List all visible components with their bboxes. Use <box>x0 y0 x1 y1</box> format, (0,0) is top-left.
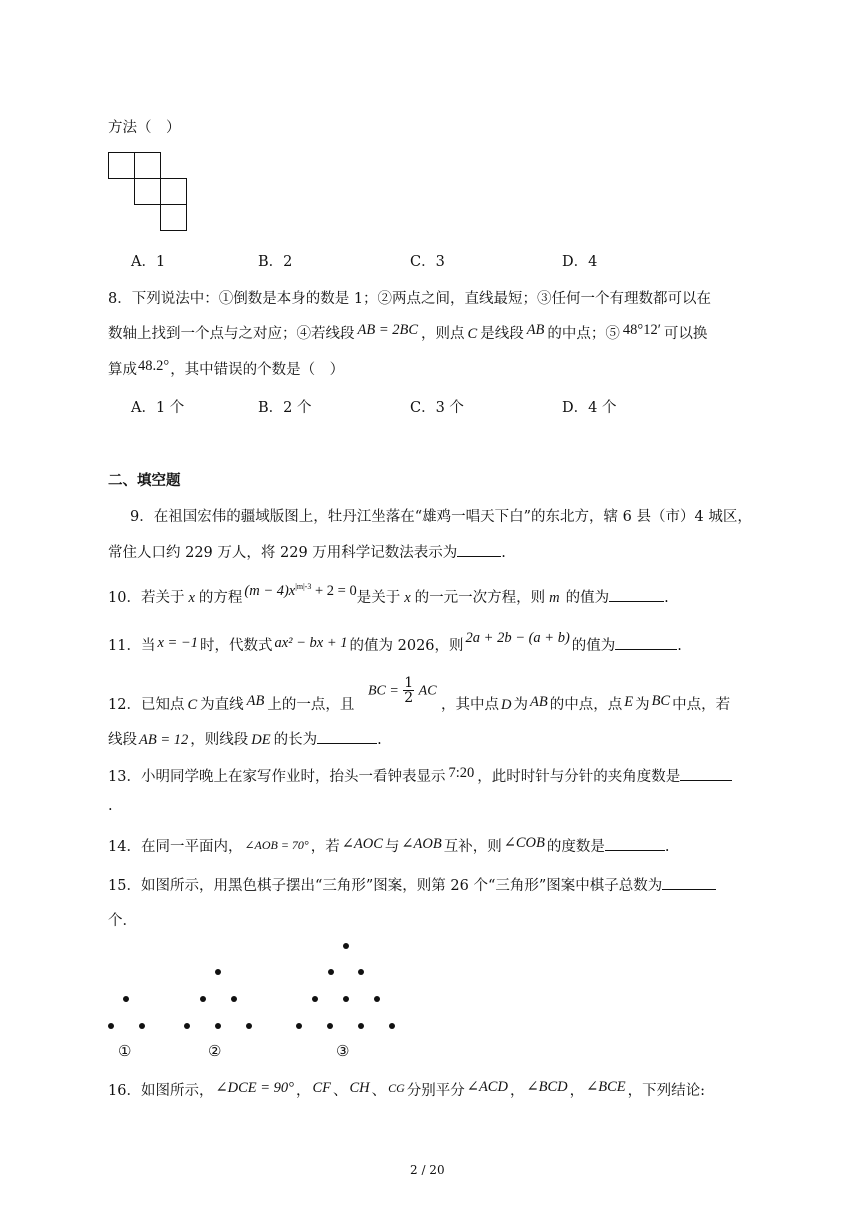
q16-text: 、 <box>332 1083 348 1099</box>
q9-text: 常住人口约 229 万人，将 229 万用科学记数法表示为 <box>108 545 458 561</box>
q12-math-bc-2: BC <box>651 693 671 709</box>
figure-label-2: ② <box>208 1042 222 1060</box>
q9-line-1: 9．在祖国宏伟的疆域版图上，牡丹江坐落在“雄鸡一唱天下白”的东北方，辖 6 县（市）4 城区， <box>130 509 752 525</box>
chess-piece-dot <box>374 996 380 1002</box>
q7-option-d[interactable]: D．4 <box>562 254 598 270</box>
chess-piece-dot <box>123 996 129 1002</box>
q8-math-c: C <box>467 326 478 342</box>
q15-line-2: 个． <box>108 913 137 929</box>
q12-line-1 <box>108 693 354 714</box>
q10-text: 是关于 <box>356 590 401 606</box>
q12-math-ab-12: AB = 12 <box>139 732 189 748</box>
q12-text: 上的一点，且 <box>267 697 355 713</box>
q10-text: 10．若关于 <box>108 590 185 606</box>
q10-exponent: |m|-3 <box>295 582 312 592</box>
q14-math-aob: ∠AOB <box>401 836 442 852</box>
q14-math-cob: ∠COB <box>503 835 545 851</box>
chess-piece-dot <box>246 1023 252 1029</box>
q7-tail: 方法（ ） <box>108 120 181 136</box>
q14-text: 14．在同一平面内， <box>108 839 243 855</box>
q11-text: 时，代数式 <box>199 638 273 654</box>
chess-piece-dot <box>389 1023 395 1029</box>
q12-fraction-half <box>403 676 414 705</box>
q8-option-d[interactable]: D．4 个 <box>562 400 617 416</box>
q12-text: 12．已知点 <box>108 697 185 713</box>
figure-cell <box>134 152 161 179</box>
q7-option-b[interactable]: B．2 <box>258 254 293 270</box>
q16-math-given: ∠DCE = 90° <box>215 1080 294 1096</box>
q12-text: 为直线 <box>200 697 244 713</box>
q12-math-ab: AB <box>529 694 548 710</box>
q12-text: 中点，若 <box>672 697 731 713</box>
q7-option-c[interactable]: C．3 <box>410 254 445 270</box>
q11-end: . <box>677 638 682 654</box>
q14-end: . <box>664 839 670 855</box>
chess-piece-dot <box>358 1023 364 1029</box>
q15-line-1 <box>108 874 716 895</box>
chess-piece-dot <box>312 996 318 1002</box>
q12-math-ac: AC <box>418 683 437 699</box>
q13-end: . <box>108 798 113 814</box>
q8-math-value: 48.2° <box>138 358 170 374</box>
q10-line <box>108 582 669 607</box>
q12-end: . <box>377 732 382 748</box>
answer-blank[interactable] <box>662 888 716 890</box>
q12-math-e: E <box>624 694 634 710</box>
chess-piece-dot <box>215 1023 221 1029</box>
q16-text: 16．如图所示， <box>108 1083 214 1099</box>
q10-text: 的方程 <box>198 590 243 606</box>
chess-piece-dot <box>343 943 349 949</box>
q11-text: 的值为 2026，则 <box>349 638 464 654</box>
answer-blank[interactable] <box>680 779 732 781</box>
q12-line-1-cont <box>441 693 730 714</box>
q12-text: 线段 <box>108 732 137 748</box>
answer-blank[interactable] <box>609 600 664 602</box>
answer-blank[interactable] <box>615 648 677 650</box>
page-number: 2 / 20 <box>410 1163 445 1177</box>
q16-math-bcd: ∠BCD <box>526 1079 568 1095</box>
q10-equation <box>244 583 356 599</box>
q16-text: ，下列结论: <box>627 1083 706 1099</box>
q7-option-a[interactable]: A．1 <box>131 254 166 270</box>
fraction-denominator: 2 <box>404 690 414 706</box>
answer-blank[interactable] <box>457 555 501 557</box>
q13-time: 7:20 <box>448 765 475 781</box>
q14-text: 与 <box>384 839 400 855</box>
q12-line-2 <box>108 728 382 749</box>
q16-text: ， <box>509 1083 525 1099</box>
figure-cell <box>160 204 187 231</box>
q8-math-angle: 48°12′ <box>622 322 661 338</box>
q11-math-expression: ax² − bx + 1 <box>274 635 348 651</box>
chess-piece-dot <box>139 1023 145 1029</box>
q11-line <box>108 630 682 655</box>
q12-text: ，则线段 <box>190 732 249 748</box>
q14-text: 的度数是 <box>546 839 605 855</box>
q16-math-ch: CH <box>349 1080 370 1096</box>
figure-cell <box>108 152 135 179</box>
q12-text: 的长为 <box>273 732 318 748</box>
q14-text: 互补，则 <box>443 839 502 855</box>
q8-text: 的中点；⑤ <box>547 326 620 342</box>
q14-line <box>108 835 670 856</box>
q16-math-acd: ∠ACD <box>466 1079 508 1095</box>
q12-text: 为 <box>635 697 650 713</box>
q12-math-c: C <box>187 697 198 713</box>
chess-piece-dot <box>296 1023 302 1029</box>
q11-text: 11．当 <box>108 638 156 654</box>
chess-piece-dot <box>108 1023 114 1029</box>
q16-text: 分别平分 <box>406 1083 465 1099</box>
q16-line <box>108 1079 705 1100</box>
q12-fraction-equation <box>368 676 437 705</box>
answer-blank[interactable] <box>317 742 377 744</box>
figure-cell <box>160 178 187 205</box>
q12-text: 的中点，点 <box>549 697 623 713</box>
q10-eq-right: + 2 = 0 <box>311 583 357 599</box>
q16-math-bce: ∠BCE <box>586 1079 626 1095</box>
q13-text: ，此时时针与分针的夹角度数是 <box>477 769 681 785</box>
q8-text: 数轴上找到一个点与之对应；④若线段 <box>108 326 355 342</box>
q10-text: 的值为 <box>565 590 610 606</box>
q8-option-b[interactable]: B．2 个 <box>258 400 312 416</box>
chess-piece-dot <box>328 969 334 975</box>
q12-math-de: DE <box>251 732 271 748</box>
figure-cell <box>134 178 161 205</box>
q13-line <box>108 765 732 786</box>
q10-end: . <box>664 590 669 606</box>
q8-line-3 <box>108 358 344 379</box>
q9-line-2 <box>108 541 506 562</box>
fraction-numerator: 1 <box>404 675 414 691</box>
q8-text: ，其中错误的个数是（ ） <box>170 362 345 378</box>
chess-piece-dot <box>200 996 206 1002</box>
chess-piece-dot <box>231 996 237 1002</box>
q10-eq-left: (m − 4)x <box>244 583 296 599</box>
q16-text: 、 <box>371 1083 387 1099</box>
q12-math-ab: AB <box>246 693 265 709</box>
q8-math-ab-2bc: AB = 2BC <box>357 322 419 338</box>
q8-math-ab: AB <box>526 322 545 338</box>
q8-line-1: 8．下列说法中：①倒数是本身的数是 1；②两点之间，直线最短；③任何一个有理数都可以在 <box>108 291 712 307</box>
q13-text: 13．小明同学晚上在家写作业时，抬头一看钟表显示 <box>108 769 446 785</box>
q8-option-c[interactable]: C．3 个 <box>410 400 464 416</box>
chess-piece-dot <box>358 969 364 975</box>
q12-text: 为 <box>513 697 528 713</box>
q10-math-x: x <box>404 590 411 606</box>
q14-text: ，若 <box>310 839 340 855</box>
q8-text: 是线段 <box>480 326 524 342</box>
figure-label-3: ③ <box>336 1042 350 1060</box>
q16-text: ， <box>569 1083 585 1099</box>
q12-math-d: D <box>501 697 512 713</box>
q10-math-m: m <box>549 590 560 606</box>
q10-math-x: x <box>188 590 195 606</box>
q8-text: 算成 <box>108 362 137 378</box>
q10-text: 的一元一次方程，则 <box>414 590 546 606</box>
q12-math-bc: BC = <box>368 683 399 699</box>
q14-math-aoc: ∠AOC <box>341 836 383 852</box>
q11-math-condition: x = −1 <box>157 635 198 651</box>
chess-piece-dot <box>327 1023 333 1029</box>
q8-line-2 <box>108 322 707 343</box>
q12-text: ，其中点 <box>441 697 499 713</box>
q8-text: 可以换 <box>663 326 708 342</box>
q9-end: . <box>501 545 506 561</box>
section-title: 二、填空题 <box>108 472 181 489</box>
q15-text: 15．如图所示，用黑色棋子摆出“三角形”图案，则第 26 个“三角形”图案中棋子总数为 <box>108 878 663 894</box>
q16-text: ， <box>295 1083 311 1099</box>
q16-math-cg: CG <box>388 1081 405 1095</box>
figure-label-1: ① <box>118 1042 132 1060</box>
chess-piece-dot <box>343 996 349 1002</box>
q8-option-a[interactable]: A．1 个 <box>131 400 185 416</box>
answer-blank[interactable] <box>605 849 665 851</box>
chess-piece-dot <box>184 1023 190 1029</box>
q11-text: 的值为 <box>571 638 616 654</box>
q16-math-cf: CF <box>312 1080 331 1096</box>
chess-piece-dot <box>215 969 221 975</box>
q14-math-given: ∠AOB = 70° <box>244 838 309 852</box>
q11-math-expression-2: 2a + 2b − (a + b) <box>465 630 570 646</box>
q8-text: ，则点 <box>421 326 465 342</box>
